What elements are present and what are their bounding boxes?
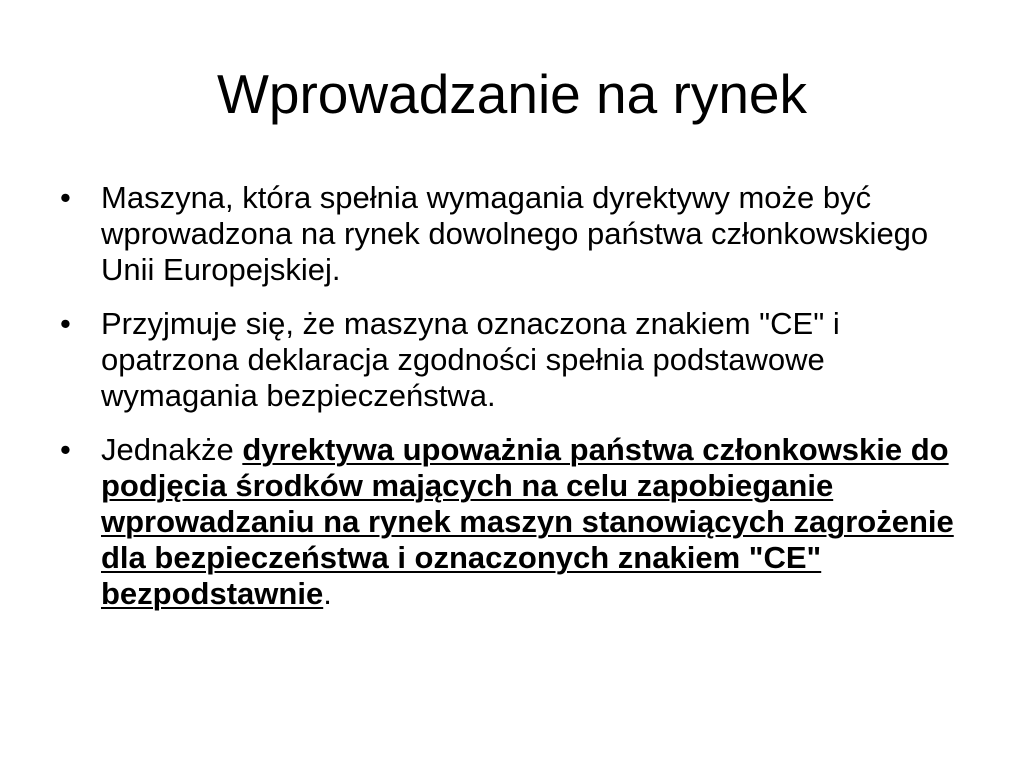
bullet-prefix: Jednakże (101, 432, 243, 467)
bullet-emphasis-text: dyrektywa upoważnia państwa członkowskie do podjęcia środków mających na celu zapobieganie wprowadzaniu na rynek maszyn stanowiących zagrożenie dla bezpieczeństwa i oznaczonych znakiem "CE" bezpodstawnie (101, 432, 954, 611)
bullet-item (60, 180, 965, 288)
bullet-dot-icon: • (60, 432, 71, 467)
bullet-item (60, 432, 965, 612)
bullet-dot-icon: • (60, 306, 71, 341)
slide-title: Wprowadzanie na rynek (216, 63, 807, 125)
bullet-list (60, 180, 965, 630)
bullet-text: Przyjmuje się, że maszyna oznaczona znakiem "CE" i opatrzona deklaracja zgodności spełnia podstawowe wymagania bezpieczeństwa. (101, 306, 840, 413)
bullet-suffix: . (323, 576, 332, 611)
bullet-text: Maszyna, która spełnia wymagania dyrektywy może być wprowadzona na rynek dowolnego państwa członkowskiego Unii Europejskiej. (101, 180, 929, 287)
bullet-dot-icon: • (60, 180, 71, 215)
bullet-item (60, 306, 965, 414)
